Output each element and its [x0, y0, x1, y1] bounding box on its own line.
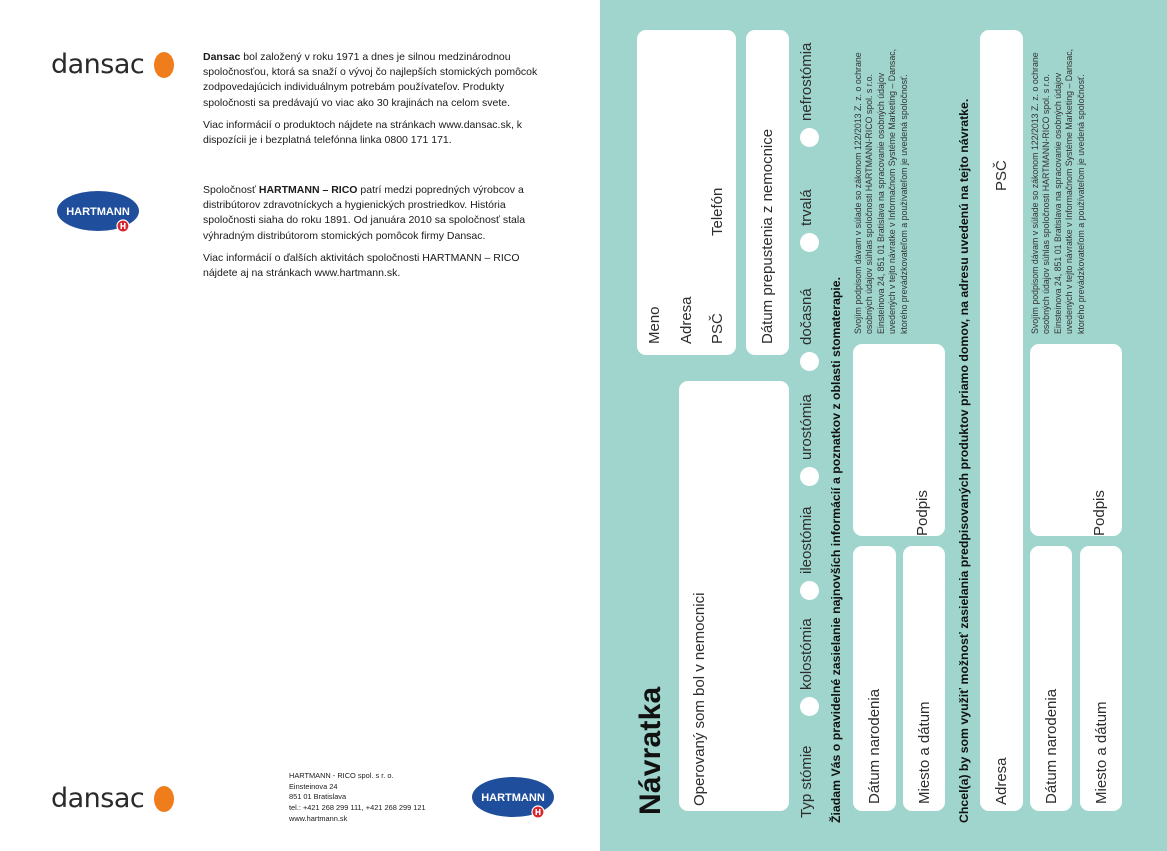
hartmann-description	[203, 183, 538, 288]
label-docasna: dočasná	[798, 288, 815, 345]
dansac-dot-icon	[154, 786, 174, 812]
company-imprint	[289, 771, 426, 825]
label-podpis-2: Podpis	[1091, 490, 1108, 536]
label-telefon: Telefón	[709, 187, 726, 236]
label-place-date-1: Miesto a dátum	[916, 701, 933, 804]
label-place-date-2: Miesto a dátum	[1093, 701, 1110, 804]
label-nefrostomia: nefrostómia	[798, 42, 815, 121]
dansac-paragraph-1	[203, 50, 548, 111]
reply-card	[600, 0, 1167, 851]
radio-trvala[interactable]	[800, 233, 819, 252]
dansac-logo-bottom	[51, 783, 174, 814]
hartmann-cross-icon	[117, 220, 129, 232]
hartmann-paragraph-2: Viac informácií o ďalších aktivitách spoločnosti HARTMANN – RICO nájdete aj na stránkach www.hartmann.sk.	[203, 251, 520, 280]
hartmann-logo-icon	[471, 776, 557, 820]
hartmann-logo-icon	[56, 190, 142, 234]
hartmann-paragraph-1	[203, 183, 538, 244]
label-hospital: Operovaný som bol v nemocnici	[691, 592, 708, 806]
radio-urostomia[interactable]	[800, 467, 819, 486]
consent-text-1: Svojím podpisom dávam v súlade so zákonom 122/2013 Z. z. o ochrane osobných údajov súhlas spoločnosti HARTMANN-RICO spol. s r.o. Einsteinova 24, 851 01 Bratislava na spracovanie osobných údajov uvedených v tejto návratke v Informačnom Systéme Marketing – Dansac, ktorého prevádzkovateľom a používateľom je uvedená spoločnosť.	[853, 48, 909, 334]
imprint-line: www.hartmann.sk	[289, 813, 348, 823]
form-title: Návratka	[634, 686, 667, 815]
hartmann-paragraph-prefix: Spoločnosť	[203, 184, 259, 196]
svg-text:HARTMANN: HARTMANN	[66, 206, 130, 218]
dansac-logo-top	[51, 49, 174, 80]
hartmann-paragraph-1-text: patrí medzi popredných výrobcov a distribútorov zdravotníckych a hygienických prostriedkov. História spoločnosti siaha do roku 1891. Od januára 2010 sa spoločnosť stala výhradným distribútorom stomických pomôcok firmy Dansac.	[203, 184, 526, 242]
label-stoma-type: Typ stómie	[798, 745, 815, 818]
svg-text:HARTMANN: HARTMANN	[481, 792, 545, 804]
label-adresa: Adresa	[678, 296, 695, 344]
dansac-dot-icon	[154, 52, 174, 78]
consent-text-2: Svojím podpisom dávam v súlade so zákonom 122/2013 Z. z. o ochrane osobných údajov súhlas spoločnosti HARTMANN-RICO spol. s r.o. Einsteinova 24, 851 01 Bratislava na spracovanie osobných údajov uvedených v tejto návratke v Informačnom Systéme Marketing – Dansac, ktorého prevádzkovateľom a používateľom je uvedená spoločnosť.	[1030, 48, 1086, 334]
hartmann-cross-icon	[532, 806, 544, 818]
dansac-bold-name: Dansac	[203, 51, 241, 63]
dansac-paragraph-1-text: bol založený v roku 1971 a dnes je silnou medzinárodnou spoločnosťou, ktorá sa snaží o vývoj čo najlepších stomických pomôcok zodpovedajúcich individuálnym potrebám používateľov. Produkty spoločnosti sa predávajú vo viac ako 30 krajinách na celom svete.	[203, 51, 538, 109]
label-urostomia: urostómia	[798, 394, 815, 460]
dansac-paragraph-2: Viac informácií o produktoch nájdete na stránkach www.dansac.sk, k dispozícii je i bezplatná telefónna linka 0800 171 171.	[203, 118, 523, 147]
label-kolostomia: kolostómia	[798, 618, 815, 690]
label-adresa-2: Adresa	[993, 757, 1010, 805]
imprint-line: HARTMANN - RICO spol. s r. o.	[289, 771, 394, 780]
label-psc: PSČ	[709, 313, 726, 344]
label-psc-2: PSČ	[993, 160, 1010, 191]
label-birth-date-2: Dátum narodenia	[1043, 688, 1060, 804]
label-podpis-1: Podpis	[914, 490, 931, 536]
radio-kolostomia[interactable]	[800, 697, 819, 716]
label-trvala: trvalá	[798, 189, 815, 226]
signature-box-1[interactable]	[853, 344, 945, 536]
address-box-2[interactable]	[980, 30, 1023, 811]
label-ileostomia: ileostómia	[798, 506, 815, 574]
dansac-wordmark: dansac	[51, 783, 145, 814]
label-birth-date-1: Dátum narodenia	[866, 688, 883, 804]
question-newsletter: Žiadam Vás o pravidelné zasielanie najnovších informácií a poznatkov z oblasti stomaterapie.	[829, 276, 843, 823]
signature-box-2[interactable]	[1030, 344, 1122, 536]
label-meno: Meno	[646, 306, 663, 344]
question-home-delivery: Chcel(a) by som využiť možnosť zasielania predpisovaných produktov priamo domov, na adresu uvedenú na tejto návratke.	[957, 98, 971, 823]
hartmann-bold-name: HARTMANN – RICO	[258, 184, 358, 196]
imprint-line: tel.: +421 268 299 111, +421 268 299 121	[289, 803, 426, 813]
label-discharge-date: Dátum prepustenia z nemocnice	[759, 128, 776, 344]
radio-docasna[interactable]	[800, 352, 819, 371]
imprint-line: Einsteinova 24	[289, 781, 338, 791]
radio-ileostomia[interactable]	[800, 581, 819, 600]
imprint-line: 851 01 Bratislava	[289, 792, 347, 802]
dansac-description	[203, 50, 548, 155]
dansac-wordmark: dansac	[51, 49, 145, 80]
radio-nefrostomia[interactable]	[800, 128, 819, 147]
